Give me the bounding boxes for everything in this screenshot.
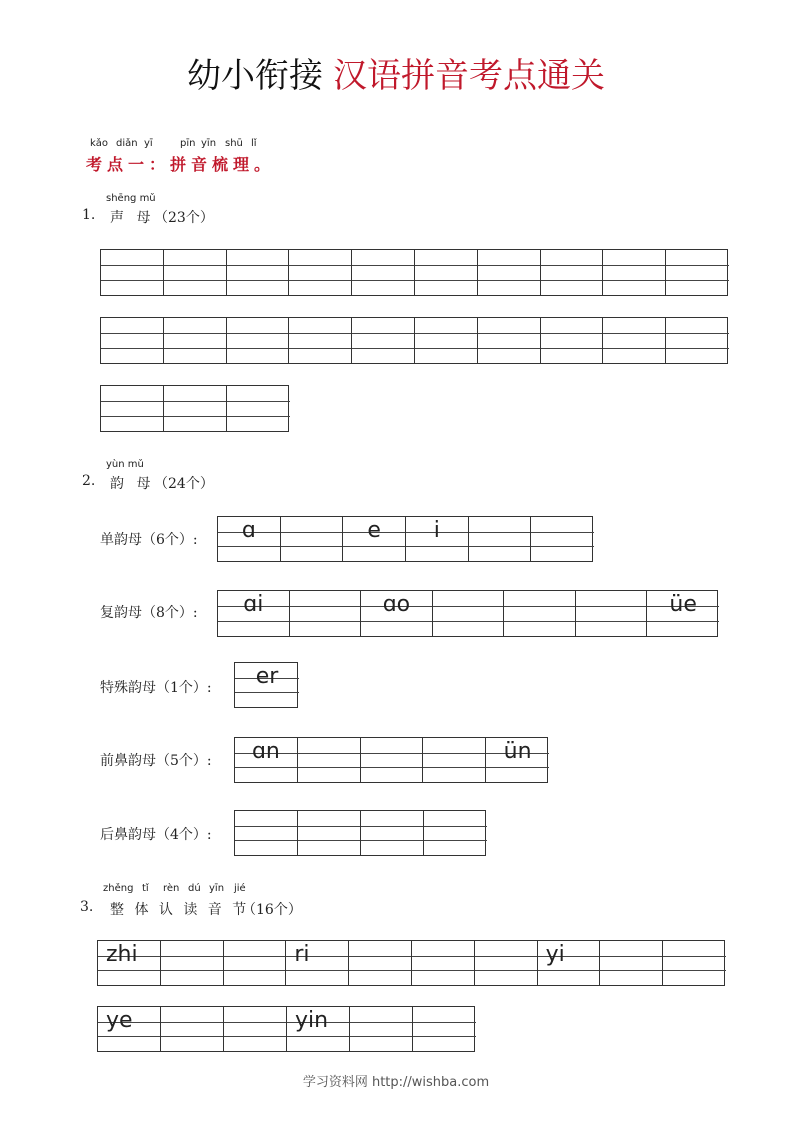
writing-grid-row	[217, 590, 718, 637]
q3-count: （16个）	[242, 902, 302, 918]
grid-cell	[413, 1007, 476, 1051]
writing-grid-row	[234, 737, 548, 783]
writing-grid-row	[100, 317, 728, 364]
grid-cell	[478, 318, 541, 363]
back-nasal-finals-label: 后鼻韵母（4个）:	[100, 827, 212, 843]
grid-cell	[161, 941, 224, 985]
pinyin-text: zhi	[106, 942, 138, 967]
q3-pinyin	[103, 883, 303, 895]
writing-grid-row	[97, 940, 725, 986]
q2-count: （24个）	[154, 476, 214, 492]
pinyin-text: ye	[106, 1008, 133, 1033]
pinyin-text: üe	[669, 592, 697, 617]
grid-cell	[224, 1007, 287, 1051]
grid-cell	[218, 517, 281, 561]
grid-cell	[603, 250, 666, 295]
q3-name: 整 体 认 读 音 节	[110, 902, 250, 918]
grid-cell	[235, 738, 298, 782]
pinyin-syllable: rèn	[163, 883, 180, 894]
grid-cell	[235, 811, 298, 855]
q1-number: 1.	[82, 207, 96, 223]
grid-cell	[224, 941, 287, 985]
pinyin-syllable: diǎn	[116, 138, 138, 149]
grid-cell	[350, 1007, 413, 1051]
grid-cell	[415, 250, 478, 295]
grid-cell	[406, 517, 469, 561]
grid-cell	[361, 738, 424, 782]
single-finals-label: 单韵母（6个）:	[100, 532, 198, 548]
grid-cell	[486, 738, 549, 782]
pinyin-text: ɑi	[243, 592, 264, 617]
pinyin-syllable: tǐ	[142, 883, 149, 894]
grid-cell	[164, 386, 227, 431]
grid-cell	[361, 591, 433, 636]
grid-cell	[478, 250, 541, 295]
grid-cell	[423, 738, 486, 782]
grid-cell	[161, 1007, 224, 1051]
grid-cell	[286, 941, 349, 985]
grid-cell	[281, 517, 344, 561]
pinyin-syllable: yīn	[201, 138, 217, 149]
q3-number: 3.	[80, 899, 94, 915]
grid-cell	[287, 1007, 350, 1051]
grid-cell	[541, 318, 604, 363]
grid-cell	[352, 318, 415, 363]
title-part1: 幼小衔接	[187, 56, 323, 96]
grid-cell	[538, 941, 601, 985]
grid-cell	[603, 318, 666, 363]
writing-grid-row	[100, 385, 289, 432]
writing-grid-row	[97, 1006, 475, 1052]
grid-cell	[663, 941, 726, 985]
grid-cell	[361, 811, 424, 855]
grid-cell	[412, 941, 475, 985]
grid-cell	[218, 591, 290, 636]
pinyin-text: yi	[545, 942, 565, 967]
pinyin-syllable: zhěng	[103, 883, 134, 894]
pinyin-text: ɑo	[382, 592, 411, 617]
grid-cell	[666, 250, 729, 295]
writing-grid-row	[234, 810, 486, 856]
special-final-label: 特殊韵母（1个）:	[100, 680, 212, 696]
q1-title	[82, 207, 342, 227]
grid-cell	[289, 250, 352, 295]
page-title	[0, 48, 792, 97]
grid-cell	[298, 738, 361, 782]
pinyin-syllable: yī	[144, 138, 153, 149]
writing-grid-row	[217, 516, 593, 562]
pinyin-syllable: lǐ	[251, 138, 257, 149]
grid-cell	[227, 318, 290, 363]
pinyin-syllable: pīn	[180, 138, 196, 149]
grid-cell	[164, 318, 227, 363]
q2-title	[82, 473, 342, 493]
writing-grid-row	[234, 662, 298, 708]
q2-number: 2.	[82, 473, 96, 489]
pinyin-text: yin	[295, 1008, 329, 1033]
grid-cell	[98, 1007, 161, 1051]
q2-pinyin: yùn mǔ	[106, 459, 144, 470]
grid-cell	[433, 591, 505, 636]
writing-grid-row	[100, 249, 728, 296]
grid-cell	[164, 250, 227, 295]
pinyin-syllable: shū	[225, 138, 243, 149]
grid-cell	[531, 517, 594, 561]
grid-cell	[352, 250, 415, 295]
grid-cell	[475, 941, 538, 985]
pinyin-text: ri	[294, 942, 310, 967]
q2-name: 韵 母	[110, 476, 155, 492]
grid-cell	[298, 811, 361, 855]
grid-cell	[666, 318, 729, 363]
grid-cell	[424, 811, 487, 855]
grid-cell	[576, 591, 648, 636]
grid-cell	[541, 250, 604, 295]
pinyin-syllable: kǎo	[90, 138, 109, 149]
grid-cell	[227, 386, 290, 431]
q3-title	[80, 899, 360, 919]
grid-cell	[101, 386, 164, 431]
grid-cell	[349, 941, 412, 985]
grid-cell	[290, 591, 362, 636]
grid-cell	[469, 517, 532, 561]
grid-cell	[227, 250, 290, 295]
compound-finals-label: 复韵母（8个）:	[100, 605, 198, 621]
pinyin-text: i	[433, 518, 440, 543]
grid-cell	[101, 250, 164, 295]
grid-cell	[415, 318, 478, 363]
grid-cell	[343, 517, 406, 561]
pinyin-syllable: jié	[234, 883, 246, 894]
grid-cell	[235, 663, 299, 707]
q1-count: （23个）	[154, 210, 214, 226]
pinyin-syllable: yīn	[209, 883, 225, 894]
pinyin-text: ün	[503, 739, 532, 764]
grid-cell	[647, 591, 719, 636]
pinyin-text: e	[367, 518, 381, 543]
grid-cell	[289, 318, 352, 363]
grid-cell	[98, 941, 161, 985]
section1-pinyin	[90, 138, 290, 150]
grid-cell	[504, 591, 576, 636]
pinyin-text: ɑn	[251, 739, 280, 764]
footer-watermark: 学习资料网 http://wishba.com	[302, 1075, 490, 1090]
pinyin-text: er	[255, 664, 279, 689]
title-part2: 汉语拼音考点通关	[333, 56, 605, 96]
front-nasal-finals-label: 前鼻韵母（5个）:	[100, 753, 212, 769]
pinyin-text: ɑ	[241, 518, 256, 543]
pinyin-syllable: dú	[188, 883, 201, 894]
q1-name: 声 母	[110, 210, 155, 226]
section1-heading: 考点一：拼音梳理。	[86, 155, 276, 174]
grid-cell	[101, 318, 164, 363]
grid-cell	[600, 941, 663, 985]
q1-pinyin: shēng mǔ	[106, 193, 156, 204]
